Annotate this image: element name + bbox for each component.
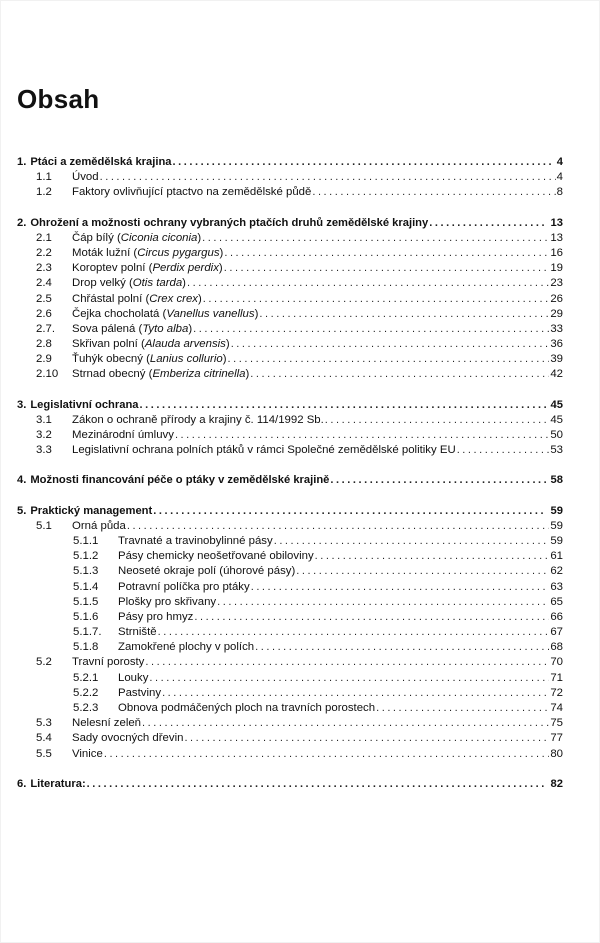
toc-title [118, 595, 216, 610]
toc-section[interactable] [17, 276, 563, 291]
toc-number: 2.9 [36, 353, 52, 366]
toc-number: 5.4 [36, 732, 52, 745]
toc-page-number: 19 [550, 262, 563, 275]
toc-page-number: 39 [550, 353, 563, 366]
toc-page-number: 13 [550, 216, 563, 229]
toc-title-text: Pásy chemicky neošetřované obiloviny [118, 550, 314, 563]
toc-title-text: Plošky pro skřivany [118, 595, 217, 608]
toc-number: 5.1.4 [73, 580, 99, 593]
toc-section[interactable] [17, 747, 563, 762]
dot-leader [162, 686, 549, 701]
toc-page-number: 82 [550, 777, 563, 790]
toc-section[interactable] [17, 231, 563, 246]
dot-leader [312, 185, 555, 200]
toc-number: 5.2.2 [73, 686, 99, 699]
toc-page-number: 65 [550, 595, 563, 608]
toc-chapter[interactable] [17, 398, 563, 413]
toc-page-number: 26 [550, 292, 563, 305]
toc-section[interactable] [17, 246, 563, 261]
toc-number: 4. [17, 474, 27, 487]
toc-number: 2.7. [36, 322, 55, 335]
toc-section[interactable] [17, 185, 563, 200]
toc-page-number: 70 [550, 656, 563, 669]
toc-page-number: 62 [550, 565, 563, 578]
toc-section[interactable] [17, 170, 563, 185]
toc-title [72, 716, 141, 731]
toc-subsection[interactable] [17, 701, 563, 716]
toc-page-number: 61 [550, 550, 563, 563]
toc-title-text: Legislativní ochrana polních ptáků v rámci Společné zemědělské politiky EU [72, 444, 456, 457]
toc-title [118, 549, 314, 564]
toc-title: Moták lužní (Circus pygargus) [72, 246, 224, 259]
toc-chapter[interactable] [17, 216, 563, 231]
toc-section[interactable] [17, 519, 563, 534]
toc-page-number: 4 [556, 156, 563, 168]
toc-page-number: 63 [550, 580, 563, 593]
dot-leader [228, 352, 550, 367]
toc-title-text: Strniště [118, 626, 157, 639]
dot-leader [224, 246, 549, 261]
toc-title-text: Ptáci a zemědělská krajina [30, 156, 172, 168]
dot-leader [224, 261, 550, 276]
toc-number: 5.2.1 [73, 671, 99, 684]
toc-title-text: Zamokřené plochy v polích [118, 641, 255, 654]
toc-title-text: Louky [118, 671, 149, 684]
toc-number: 2.2 [36, 246, 52, 259]
toc-number: 1.1 [36, 171, 52, 184]
toc-page-number: 23 [550, 277, 563, 290]
dot-leader [259, 307, 549, 322]
toc-title-text: Pásy pro hmyz [118, 610, 194, 623]
toc-title-text: Praktický management [30, 504, 153, 517]
toc-latin-name: Lanius collurio [149, 353, 223, 366]
dot-leader [145, 655, 549, 670]
toc-page-number: 66 [550, 610, 563, 623]
toc-section[interactable] [17, 352, 563, 367]
dot-leader [194, 610, 549, 625]
toc-title [72, 747, 103, 762]
dot-leader [250, 367, 549, 382]
toc-number: 1. [17, 156, 27, 168]
toc-title-text: Úvod [72, 171, 99, 184]
toc-subsection[interactable] [17, 549, 563, 564]
dot-leader [173, 155, 552, 170]
toc-page-number: 80 [550, 747, 563, 760]
toc-title-text: Drop velký [72, 277, 126, 290]
toc-title: Chřástal polní (Crex crex) [72, 292, 202, 305]
dot-leader [187, 276, 549, 291]
toc-subsection[interactable] [17, 534, 563, 549]
toc-title-text: Sady ovocných dřevin [72, 732, 184, 745]
toc-title-text: Obnova podmáčených ploch na travních porostech [118, 702, 376, 714]
toc-number: 2.5 [36, 292, 52, 305]
toc-latin-name: Alauda arvensis [144, 338, 226, 351]
toc-latin-name: Circus pygargus [137, 246, 220, 259]
toc-title [118, 686, 161, 701]
toc-title: Čáp bílý (Ciconia ciconia) [72, 231, 202, 244]
toc-title-text: Čejka chocholatá [72, 307, 160, 320]
toc-title [72, 413, 324, 428]
toc-title-text: Neoseté okraje polí (úhorové pásy) [118, 565, 296, 578]
toc-section[interactable] [17, 413, 563, 428]
toc-title [30, 155, 171, 170]
toc-title-text: Faktory ovlivňující ptactvo na zemědělské půdě [72, 186, 312, 199]
toc-latin-name: Perdix perdix [152, 262, 219, 275]
toc-title [72, 170, 99, 185]
toc-subsection[interactable] [17, 640, 563, 655]
dot-leader [315, 549, 550, 564]
toc-number: 3. [17, 398, 27, 411]
toc-title-text: Moták lužní [72, 246, 131, 259]
toc-title-text: Nelesní zeleň [72, 717, 142, 730]
toc-title [72, 731, 183, 746]
dot-leader [330, 473, 545, 488]
toc-number: 5.1.5 [73, 595, 99, 608]
toc-subsection[interactable] [17, 595, 563, 610]
toc-latin-name: Otis tarda [132, 277, 183, 290]
toc-title: Sova pálená (Tyto alba) [72, 322, 193, 335]
dot-leader [140, 398, 546, 413]
toc-title: Strnad obecný (Emberiza citrinella) [72, 368, 250, 381]
dot-leader [376, 701, 549, 716]
dot-leader [149, 671, 549, 686]
toc-title-text: Orná půda [72, 519, 126, 532]
toc-number: 2.3 [36, 262, 52, 275]
toc-number: 5.1.8 [73, 641, 99, 654]
dot-leader [104, 747, 550, 762]
toc-page-number: 13 [550, 231, 563, 244]
toc-title-text: Potravní políčka pro ptáky [118, 580, 250, 593]
toc-title [30, 398, 138, 413]
toc-number: 5.1.6 [73, 610, 99, 623]
toc-page-number: 58 [550, 474, 563, 487]
toc-page-number: 59 [550, 504, 563, 517]
toc-page-number: 72 [550, 686, 563, 699]
toc-page-number: 68 [550, 641, 563, 654]
toc-title: Čejka chocholatá (Vanellus vanellus) [72, 307, 259, 320]
toc-chapter[interactable] [17, 473, 563, 488]
toc-latin-name: Tyto alba [142, 322, 189, 335]
toc-number: 6. [17, 777, 27, 790]
toc-page-number: 45 [550, 413, 563, 426]
toc-page-number: 74 [550, 702, 563, 714]
toc-section[interactable] [17, 428, 563, 443]
dot-leader [231, 337, 550, 352]
table-of-contents [17, 155, 563, 792]
toc-title-text: Ohrožení a možnosti ochrany vybraných ptačích druhů zemědělské krajiny [30, 216, 429, 229]
toc-title [118, 640, 254, 655]
toc-subsection[interactable] [17, 686, 563, 701]
toc-title [30, 777, 85, 792]
toc-latin-name: Vanellus vanellus [166, 307, 255, 320]
dot-leader [457, 443, 550, 458]
toc-number: 2.8 [36, 338, 52, 351]
toc-latin-name: Emberiza citrinella [152, 368, 246, 381]
toc-title-text: Čáp bílý [72, 231, 114, 244]
dot-leader [217, 595, 549, 610]
toc-number: 5.2.3 [73, 702, 99, 714]
dot-leader [193, 322, 549, 337]
toc-section[interactable] [17, 307, 563, 322]
dot-leader [325, 413, 550, 428]
toc-chapter[interactable] [17, 777, 563, 792]
toc-number: 5.1.1 [73, 534, 99, 547]
toc-page-number: 8 [556, 186, 563, 199]
toc-number: 2.10 [36, 368, 59, 381]
toc-section[interactable] [17, 731, 563, 746]
toc-number: 5.1.3 [73, 565, 99, 578]
toc-title-text: Vinice [72, 747, 103, 760]
toc-page-number: 42 [550, 368, 563, 381]
toc-page-number: 77 [550, 732, 563, 745]
toc-title: Koroptev polní (Perdix perdix) [72, 262, 223, 275]
toc-subsection[interactable] [17, 625, 563, 640]
toc-title-text: Sova pálená [72, 322, 136, 335]
toc-title [72, 443, 456, 458]
toc-number: 3.3 [36, 444, 52, 457]
toc-title-text: Skřivan polní [72, 338, 138, 351]
toc-page-number: 45 [550, 398, 563, 411]
toc-page-number: 67 [550, 626, 563, 639]
toc-number: 5.1.7. [73, 626, 102, 639]
toc-title [72, 428, 174, 443]
toc-title: Drop velký (Otis tarda) [72, 277, 186, 290]
toc-title [118, 625, 157, 640]
toc-title-text: Travní porosty [72, 656, 145, 669]
toc-title-text: Strnad obecný [72, 368, 146, 381]
dot-leader [202, 231, 549, 246]
toc-subsection[interactable] [17, 564, 563, 579]
toc-title-text: Literatura: [30, 777, 86, 790]
toc-title [72, 655, 144, 670]
toc-section[interactable] [17, 655, 563, 670]
toc-number: 3.1 [36, 413, 52, 426]
toc-title [30, 504, 152, 519]
toc-number: 3.2 [36, 429, 52, 441]
toc-title-text: Ťuhýk obecný [72, 353, 143, 366]
toc-section[interactable] [17, 261, 563, 276]
toc-page-number: 59 [550, 519, 563, 532]
toc-title-text: Možnosti financování péče o ptáky v zemědělské krajině [30, 474, 330, 487]
toc-number: 1.2 [36, 186, 52, 199]
toc-page-number: 75 [550, 717, 563, 730]
dot-leader [251, 580, 550, 595]
toc-subsection[interactable] [17, 580, 563, 595]
toc-number: 5.1 [36, 519, 52, 532]
toc-page-number: 36 [550, 338, 563, 351]
toc-number: 5.5 [36, 747, 52, 760]
dot-leader [100, 170, 556, 185]
toc-section[interactable] [17, 367, 563, 382]
toc-latin-name: Ciconia ciconia [120, 231, 198, 244]
dot-leader [142, 716, 549, 731]
toc-title-text: Travnaté a travinobylinné pásy [118, 534, 273, 547]
toc-page-number: 4 [556, 171, 563, 184]
toc-title-text: Mezinárodní úmluvy [72, 429, 174, 441]
toc-chapter[interactable] [17, 504, 563, 519]
toc-title-text: Zákon o ochraně přírody a krajiny č. 114/1992 Sb. [72, 413, 324, 426]
toc-title [118, 564, 295, 579]
toc-page-number: 71 [550, 671, 563, 684]
toc-number: 2.4 [36, 277, 52, 290]
toc-title [118, 610, 193, 625]
toc-chapter[interactable] [17, 155, 563, 170]
dot-leader [158, 625, 550, 640]
toc-page-number: 50 [550, 429, 563, 441]
toc-section[interactable] [17, 337, 563, 352]
toc-title: Ťuhýk obecný (Lanius collurio) [72, 353, 227, 366]
toc-number: 5.1.2 [73, 550, 99, 563]
toc-number: 5.2 [36, 656, 52, 669]
toc-title [118, 701, 375, 716]
toc-title [118, 580, 250, 595]
toc-title [118, 671, 148, 686]
toc-title [72, 519, 126, 534]
dot-leader [255, 640, 549, 655]
toc-section[interactable] [17, 443, 563, 458]
toc-number: 5.3 [36, 717, 52, 730]
toc-section[interactable] [17, 292, 563, 307]
toc-title-text: Pastviny [118, 686, 162, 699]
toc-latin-name: Crex crex [149, 292, 198, 305]
dot-leader [87, 777, 546, 792]
toc-section[interactable] [17, 716, 563, 731]
toc-page-number: 29 [550, 307, 563, 320]
toc-title-text: Legislativní ochrana [30, 398, 139, 411]
dot-leader [153, 504, 545, 519]
dot-leader [175, 428, 549, 443]
dot-leader [184, 731, 549, 746]
toc-page-number: 33 [550, 322, 563, 335]
toc-page-number: 53 [550, 444, 563, 457]
toc-title [118, 534, 273, 549]
dot-leader [127, 519, 550, 534]
toc-title [72, 185, 311, 200]
dot-leader [296, 564, 549, 579]
toc-number: 2.1 [36, 231, 52, 244]
toc-title: Skřivan polní (Alauda arvensis) [72, 338, 230, 351]
toc-number: 2.6 [36, 307, 52, 320]
toc-subsection[interactable] [17, 610, 563, 625]
toc-subsection[interactable] [17, 671, 563, 686]
toc-title [30, 216, 428, 231]
toc-page-number: 59 [550, 534, 563, 547]
toc-page-number: 16 [550, 246, 563, 259]
dot-leader [203, 292, 550, 307]
toc-title-text: Chřástal polní [72, 292, 143, 305]
dot-leader [429, 216, 545, 231]
page-title: Obsah [17, 84, 100, 114]
toc-title-text: Koroptev polní [72, 262, 146, 275]
toc-number: 2. [17, 216, 27, 229]
toc-title [30, 473, 329, 488]
dot-leader [274, 534, 550, 549]
toc-number: 5. [17, 504, 27, 517]
toc-section[interactable] [17, 322, 563, 337]
